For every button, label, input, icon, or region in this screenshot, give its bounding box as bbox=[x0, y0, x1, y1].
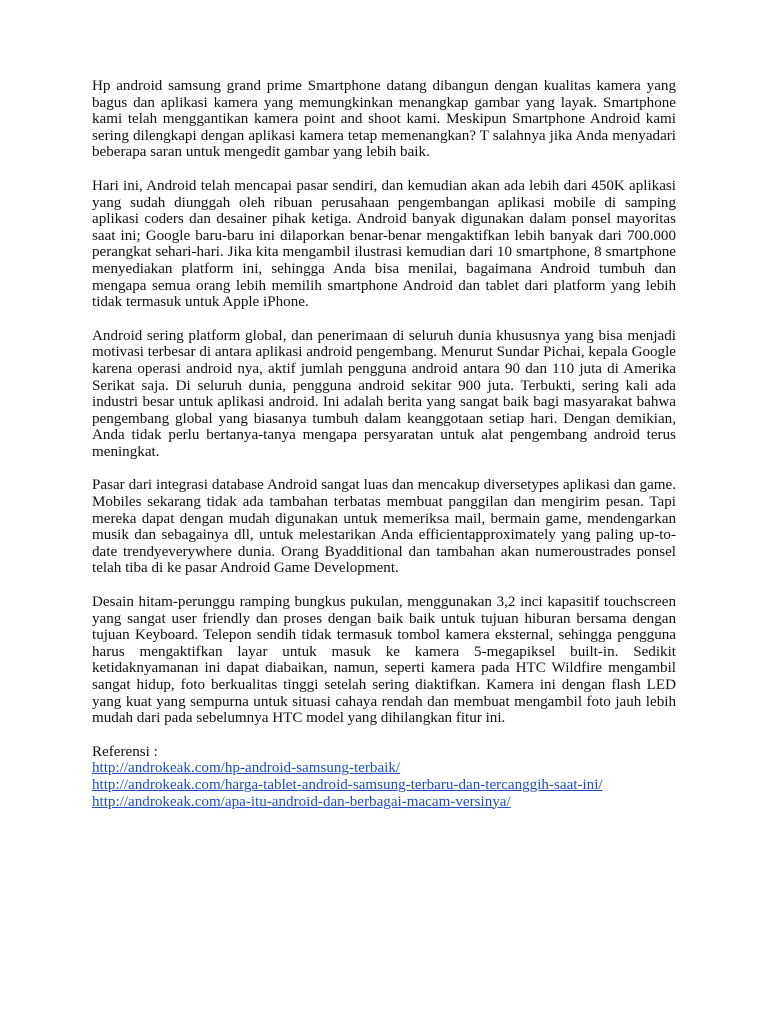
paragraph-intro: Hp android samsung grand prime Smartphone datang dibangun dengan kualitas kamera yang bagus dan aplikasi kamera yang memungkinkan menangkap gambar yang layak. Smartphone kami telah menggantikan kamera point and shoot kami. Meskipun Smartphone Android kami sering dilengkapi dengan aplikasi kamera tetap memenangkan? T salahnya jika Anda menyadari beberapa saran untuk mengedit gambar yang lebih baik. bbox=[92, 78, 676, 161]
reference-link[interactable]: http://androkeak.com/hp-android-samsung-terbaik/ bbox=[92, 760, 401, 777]
paragraph-design: Desain hitam-perunggu ramping bungkus pukulan, menggunakan 3,2 inci kapasitif touchscreen yang sangat user friendly dan proses dengan baik baik untuk tujuan hiburan bersama dengan tujuan Keyboard. Telepon sendih tidak termasuk tombol kamera eksternal, sehingga pengguna harus mengaktifkan layar untuk masuk ke kamera 5-megapiksel built-in. Sedikit ketidaknyamanan ini dapat diabaikan, namun, seperti kamera pada HTC Wildfire mengambil sangat hidup, foto berkualitas tinggi setelah sering diaktifkan. Kamera ini dengan flash LED yang kuat yang sempurna untuk situasi cahaya rendah dan membuat mengambil foto jauh lebih mudah dari pada sebelumnya HTC model yang dihilangkan fitur ini. bbox=[92, 594, 676, 727]
paragraph-global-platform: Android sering platform global, dan penerimaan di seluruh dunia khususnya yang bisa menjadi motivasi terbesar di antara aplikasi android pengembang. Menurut Sundar Pichai, kepala Google karena operasi android nya, aktif jumlah pengguna android antara 90 dan 110 juta di Amerika Serikat saja. Di seluruh dunia, pengguna android sekitar 900 juta. Terbukti, sering kali ada industri besar untuk aplikasi android. Ini adalah berita yang sangat baik bagi masyarakat bahwa pengembang global yang biasanya tumbuh dalam keanggotaan setiap hari. Dengan demikian, Anda tidak perlu bertanya-tanya mengapa persyaratan untuk alat pengembang android terus meningkat. bbox=[92, 327, 676, 460]
paragraph-android-market: Hari ini, Android telah mencapai pasar sendiri, dan kemudian akan ada lebih dari 450K aplikasi yang sudah diunggah oleh ribuan perusahaan pengembangan aplikasi mobile di samping aplikasi coders dan desainer pihak ketiga. Android banyak digunakan dalam ponsel mayoritas saat ini; Google baru-baru ini dilaporkan benar-benar mengaktifkan lebih banyak dari 700.000 perangkat sehari-hari. Jika kita mengambil ilustrasi kemudian dari 10 smartphone, 8 smartphone menyediakan platform ini, sehingga Anda bisa menilai, bagaimana Android tumbuh dan mengapa semua orang lebih memilih smartphone Android dan tablet dari platform yang lebih tidak termasuk untuk Apple iPhone. bbox=[92, 177, 676, 311]
references-title: Referensi : bbox=[92, 743, 158, 760]
reference-link[interactable]: http://androkeak.com/harga-tablet-android-samsung-terbaru-dan-tercanggih-saat-ini/ bbox=[92, 776, 603, 793]
reference-link[interactable]: http://androkeak.com/apa-itu-android-dan-berbagai-macam-versinya/ bbox=[92, 793, 511, 810]
paragraph-database-integration: Pasar dari integrasi database Android sangat luas dan mencakup diversetypes aplikasi dan game. Mobiles sekarang tidak ada tambahan terbatas membuat panggilan dan mengirim pesan. Tapi mereka dapat dengan mudah digunakan untuk memeriksa mail, bermain game, mendengarkan musik dan sebagainya dll, untuk melestarikan Anda efficientapproximately yang paling up-to-date trendyeverywhere dunia. Orang Byadditional dan tambahan akan numeroustrades ponsel telah tiba di ke pasar Android Game Development. bbox=[92, 477, 676, 577]
references-section bbox=[92, 744, 676, 810]
